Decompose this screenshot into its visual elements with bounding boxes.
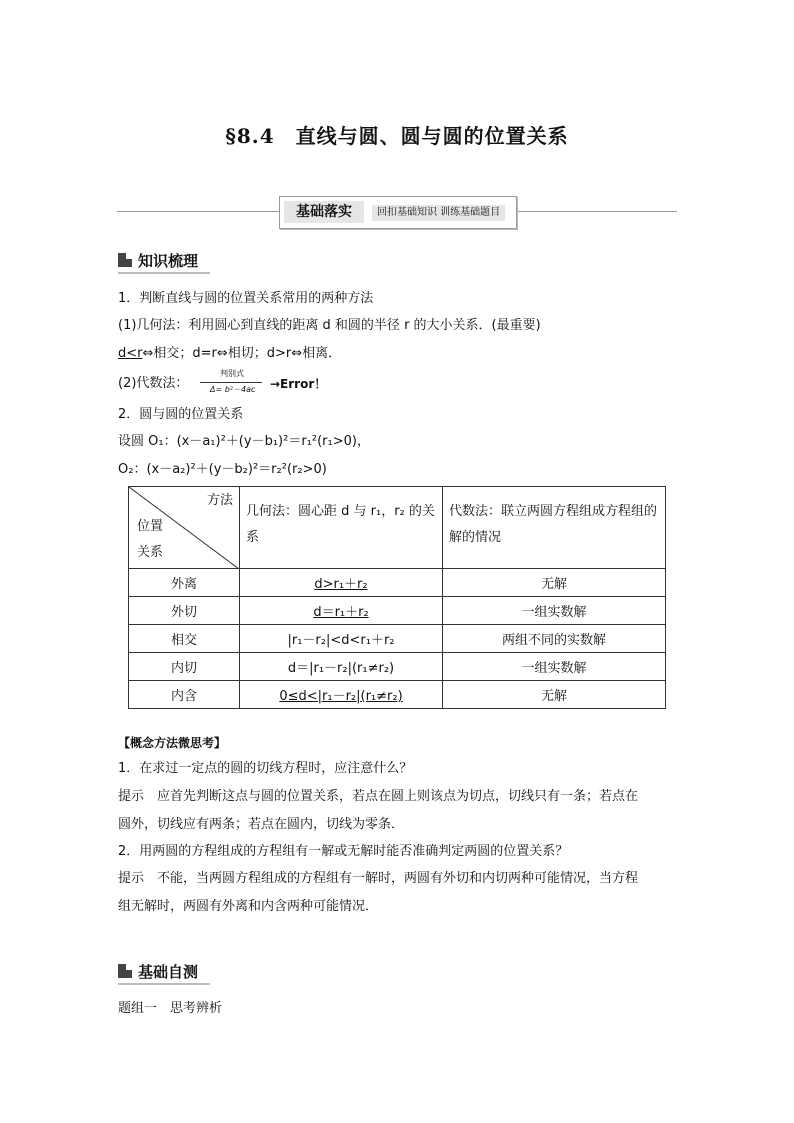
discriminant-formula: Δ= b²－4ac <box>210 385 256 394</box>
discriminant-arrow <box>198 368 268 396</box>
table-header-geometric: 几何法：圆心距 d 与 r₁，r₂ 的关系 <box>240 487 443 569</box>
relation-table <box>128 486 666 709</box>
section-heading-label: 知识梳理 <box>138 252 199 270</box>
think-answer-1-line-2: 圆外，切线应有两条；若点在圆内，切线为零条． <box>118 817 405 832</box>
think-question-1: 1．在求过一定点的圆的切线方程时，应注意什么？ <box>118 761 413 776</box>
p1-relations <box>118 345 341 363</box>
table-cell-algebraic: 一组实数解 <box>443 653 666 681</box>
p2-circle-o1: 设圆 O₁：(x－a₁)²＋(y－b₁)²＝r₁²(r₁>0)， <box>118 434 370 449</box>
section-banner <box>279 196 517 229</box>
think-answer-2-line-1: 提示 不能，当两圆方程组成的方程组有一解时，两圆有外切和内切两种可能情况，当方程 <box>118 871 639 886</box>
p1-algebraic <box>118 375 188 393</box>
group-one-title: 题组一 思考辨析 <box>118 1001 223 1016</box>
think-answer-2-line-2: 组无解时，两圆有外离和内含两种可能情况． <box>118 899 379 914</box>
table-row <box>129 681 666 709</box>
section-heading-knowledge <box>118 249 210 273</box>
p1-relation-underlined: d<r <box>118 346 143 361</box>
section-square-icon <box>118 964 132 978</box>
table-cell-algebraic: 无解 <box>443 569 666 597</box>
table-row <box>129 653 666 681</box>
geometric-condition: d＝r₁＋r₂ <box>313 605 369 620</box>
table-cell-algebraic: 无解 <box>443 681 666 709</box>
table-cell-position: 外离 <box>129 569 240 597</box>
corner-label-method: 方法 <box>206 493 233 508</box>
discriminant-bar <box>200 382 262 383</box>
table-cell-position: 内含 <box>129 681 240 709</box>
p1-geometric: (1)几何法：利用圆心到直线的距离 d 和圆的半径 r 的大小关系．(最重要) <box>118 318 541 333</box>
table-corner-cell <box>129 487 240 569</box>
discriminant-label: 判别式 <box>220 369 244 378</box>
banner-main-label: 基础落实 <box>284 201 364 223</box>
table-cell-geometric <box>240 653 443 681</box>
think-question-2: 2．用两圆的方程组成的方程组有一解或无解时能否准确判定两圆的位置关系？ <box>118 844 569 859</box>
p2-circle-o2: O₂：(x－a₂)²＋(y－b₂)²＝r₂²(r₂>0) <box>118 462 327 477</box>
table-cell-position: 内切 <box>129 653 240 681</box>
table-cell-geometric <box>240 625 443 653</box>
banner-sub-label: 回扣基础知识 训练基础题目 <box>372 205 505 221</box>
p1-title: 1．判断直线与圆的位置关系常用的两种方法 <box>118 291 374 306</box>
corner-label-position: 位置 <box>137 519 164 534</box>
section-square-icon <box>118 253 132 267</box>
banner-line-left <box>117 211 279 212</box>
corner-label-relation: 关系 <box>137 545 164 560</box>
p1-alg-label: (2)代数法： <box>118 376 189 391</box>
table-cell-geometric <box>240 597 443 625</box>
table-cell-algebraic: 一组实数解 <box>443 597 666 625</box>
p1-relation-rest: ⇔相交；d=r⇔相切；d>r⇔相离． <box>142 346 342 361</box>
table-cell-geometric <box>240 681 443 709</box>
table-row <box>129 569 666 597</box>
table-row <box>129 625 666 653</box>
section-heading-selftest <box>118 960 210 984</box>
think-answer-1-line-1: 提示 应首先判断这点与圆的位置关系，若点在圆上则该点为切点，切线只有一条；若点在 <box>118 789 639 804</box>
geometric-condition: |r₁－r₂|<d<r₁＋r₂ <box>287 633 395 648</box>
table-cell-geometric <box>240 569 443 597</box>
geometric-condition: d>r₁＋r₂ <box>314 577 368 592</box>
table-row <box>129 597 666 625</box>
think-heading: 【概念方法微思考】 <box>118 736 227 750</box>
page-title: §8.4 直线与圆、圆与圆的位置关系 <box>225 124 569 148</box>
table-cell-position: 外切 <box>129 597 240 625</box>
geometric-condition: 0≤d<|r₁－r₂|(r₁≠r₂) <box>279 689 403 704</box>
table-header-algebraic: 代数法：联立两圆方程组成方程组的解的情况 <box>443 487 666 569</box>
section-underline <box>118 983 210 985</box>
table-cell-position: 相交 <box>129 625 240 653</box>
error-text: →Error！ <box>270 377 327 391</box>
section-heading-label: 基础自测 <box>138 963 199 981</box>
section-underline <box>118 272 210 274</box>
banner-line-right <box>515 211 677 212</box>
table-header-row <box>129 487 666 569</box>
table-cell-algebraic: 两组不同的实数解 <box>443 625 666 653</box>
p2-title: 2．圆与圆的位置关系 <box>118 407 244 422</box>
geometric-condition: d＝|r₁－r₂|(r₁≠r₂) <box>287 661 395 676</box>
